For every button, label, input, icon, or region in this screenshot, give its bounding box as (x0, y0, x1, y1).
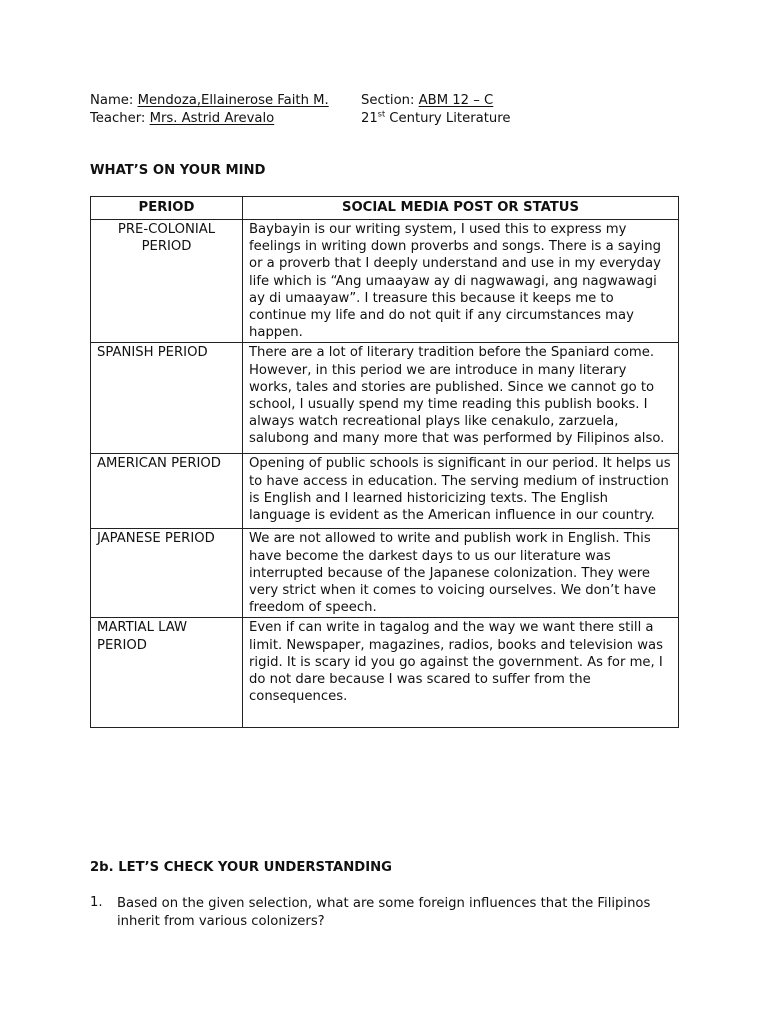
post-cell (243, 343, 679, 454)
period-pre-colonial: PRE-COLONIAL PERIOD (117, 222, 216, 255)
post-cell (243, 454, 679, 529)
period-cell (91, 618, 243, 728)
table-row (91, 220, 679, 343)
post-pre-colonial: Baybayin is our writing system, I used this to express my feelings in writing down proverbs and songs. There is a saying or a proverb that I deeply understand and use in my everyday life which is “Ang umaayaw ay di nagwawagi, ang nagwawagi ay di umaayaw”. I treasure this because it keeps me to continue my life and do not quit if any circumstances may happen. (249, 222, 661, 341)
post-cell (243, 618, 679, 728)
section-title-check-understanding: 2b. LET’S CHECK YOUR UNDERSTANDING (90, 860, 392, 875)
name-line (90, 93, 329, 108)
table-row (91, 343, 679, 454)
student-name: Mendoza,Ellainerose Faith M. (137, 93, 329, 108)
post-martial-law: Even if can write in tagalog and the way we want there still a limit. Newspaper, magazines, radios, books and television was rigid. It is scary id you go against the government. As for me, I do not dare because I was scared to suffer from the consequences. (249, 620, 663, 705)
course-ordinal-suffix: st (377, 109, 386, 119)
period-japanese: JAPANESE PERIOD (97, 531, 215, 547)
question-text: Based on the given selection, what are some foreign influences that the Filipinos inherit from various colonizers? (117, 896, 651, 929)
post-cell (243, 220, 679, 343)
period-martial-law: MARTIAL LAW PERIOD (97, 620, 188, 653)
literature-periods-table (90, 196, 679, 728)
course-ordinal-number: 21 (361, 111, 378, 126)
course-name: Century Literature (385, 111, 511, 126)
section-value: ABM 12 – C (418, 93, 494, 108)
section-title-whats-on-your-mind: WHAT’S ON YOUR MIND (90, 163, 266, 178)
post-american: Opening of public schools is significant in our period. It helps us to have access in education. The serving medium of instruction is English and I learned historicizing texts. The English language is evident as the American influence in our country. (249, 456, 671, 524)
teacher-name: Mrs. Astrid Arevalo (149, 111, 275, 126)
period-spanish: SPANISH PERIOD (97, 345, 208, 361)
table-header-row (91, 197, 679, 220)
question-number: 1. (90, 895, 103, 910)
post-spanish: There are a lot of literary tradition before the Spaniard come. However, in this period we are introduce in many literary works, tales and stories are published. Since we cannot go to school, I usually spend my time reading this publish books. I always watch recreational plays like cenakulo, zarzuela, salubong and many more that was performed by Filipinos also. (249, 345, 665, 447)
period-cell (91, 454, 243, 529)
header-period: PERIOD (91, 197, 243, 220)
period-american: AMERICAN PERIOD (97, 456, 221, 472)
post-japanese: We are not allowed to write and publish work in English. This have become the darkest days to us our literature was interrupted because of the Japanese colonization. They were very strict when it comes to voicing ourselves. We don’t have freedom of speech. (249, 531, 657, 616)
post-cell (243, 529, 679, 618)
section-label: Section: (361, 93, 415, 108)
table-row (91, 618, 679, 728)
teacher-label: Teacher: (90, 111, 146, 126)
teacher-line (90, 111, 274, 126)
period-cell (91, 220, 243, 343)
header-social-media-post: SOCIAL MEDIA POST OR STATUS (243, 197, 679, 220)
period-cell (91, 529, 243, 618)
section-line (361, 93, 493, 108)
period-cell (91, 343, 243, 454)
table-row (91, 529, 679, 618)
course-title (361, 111, 510, 126)
table-row (91, 454, 679, 529)
name-label: Name: (90, 93, 134, 108)
